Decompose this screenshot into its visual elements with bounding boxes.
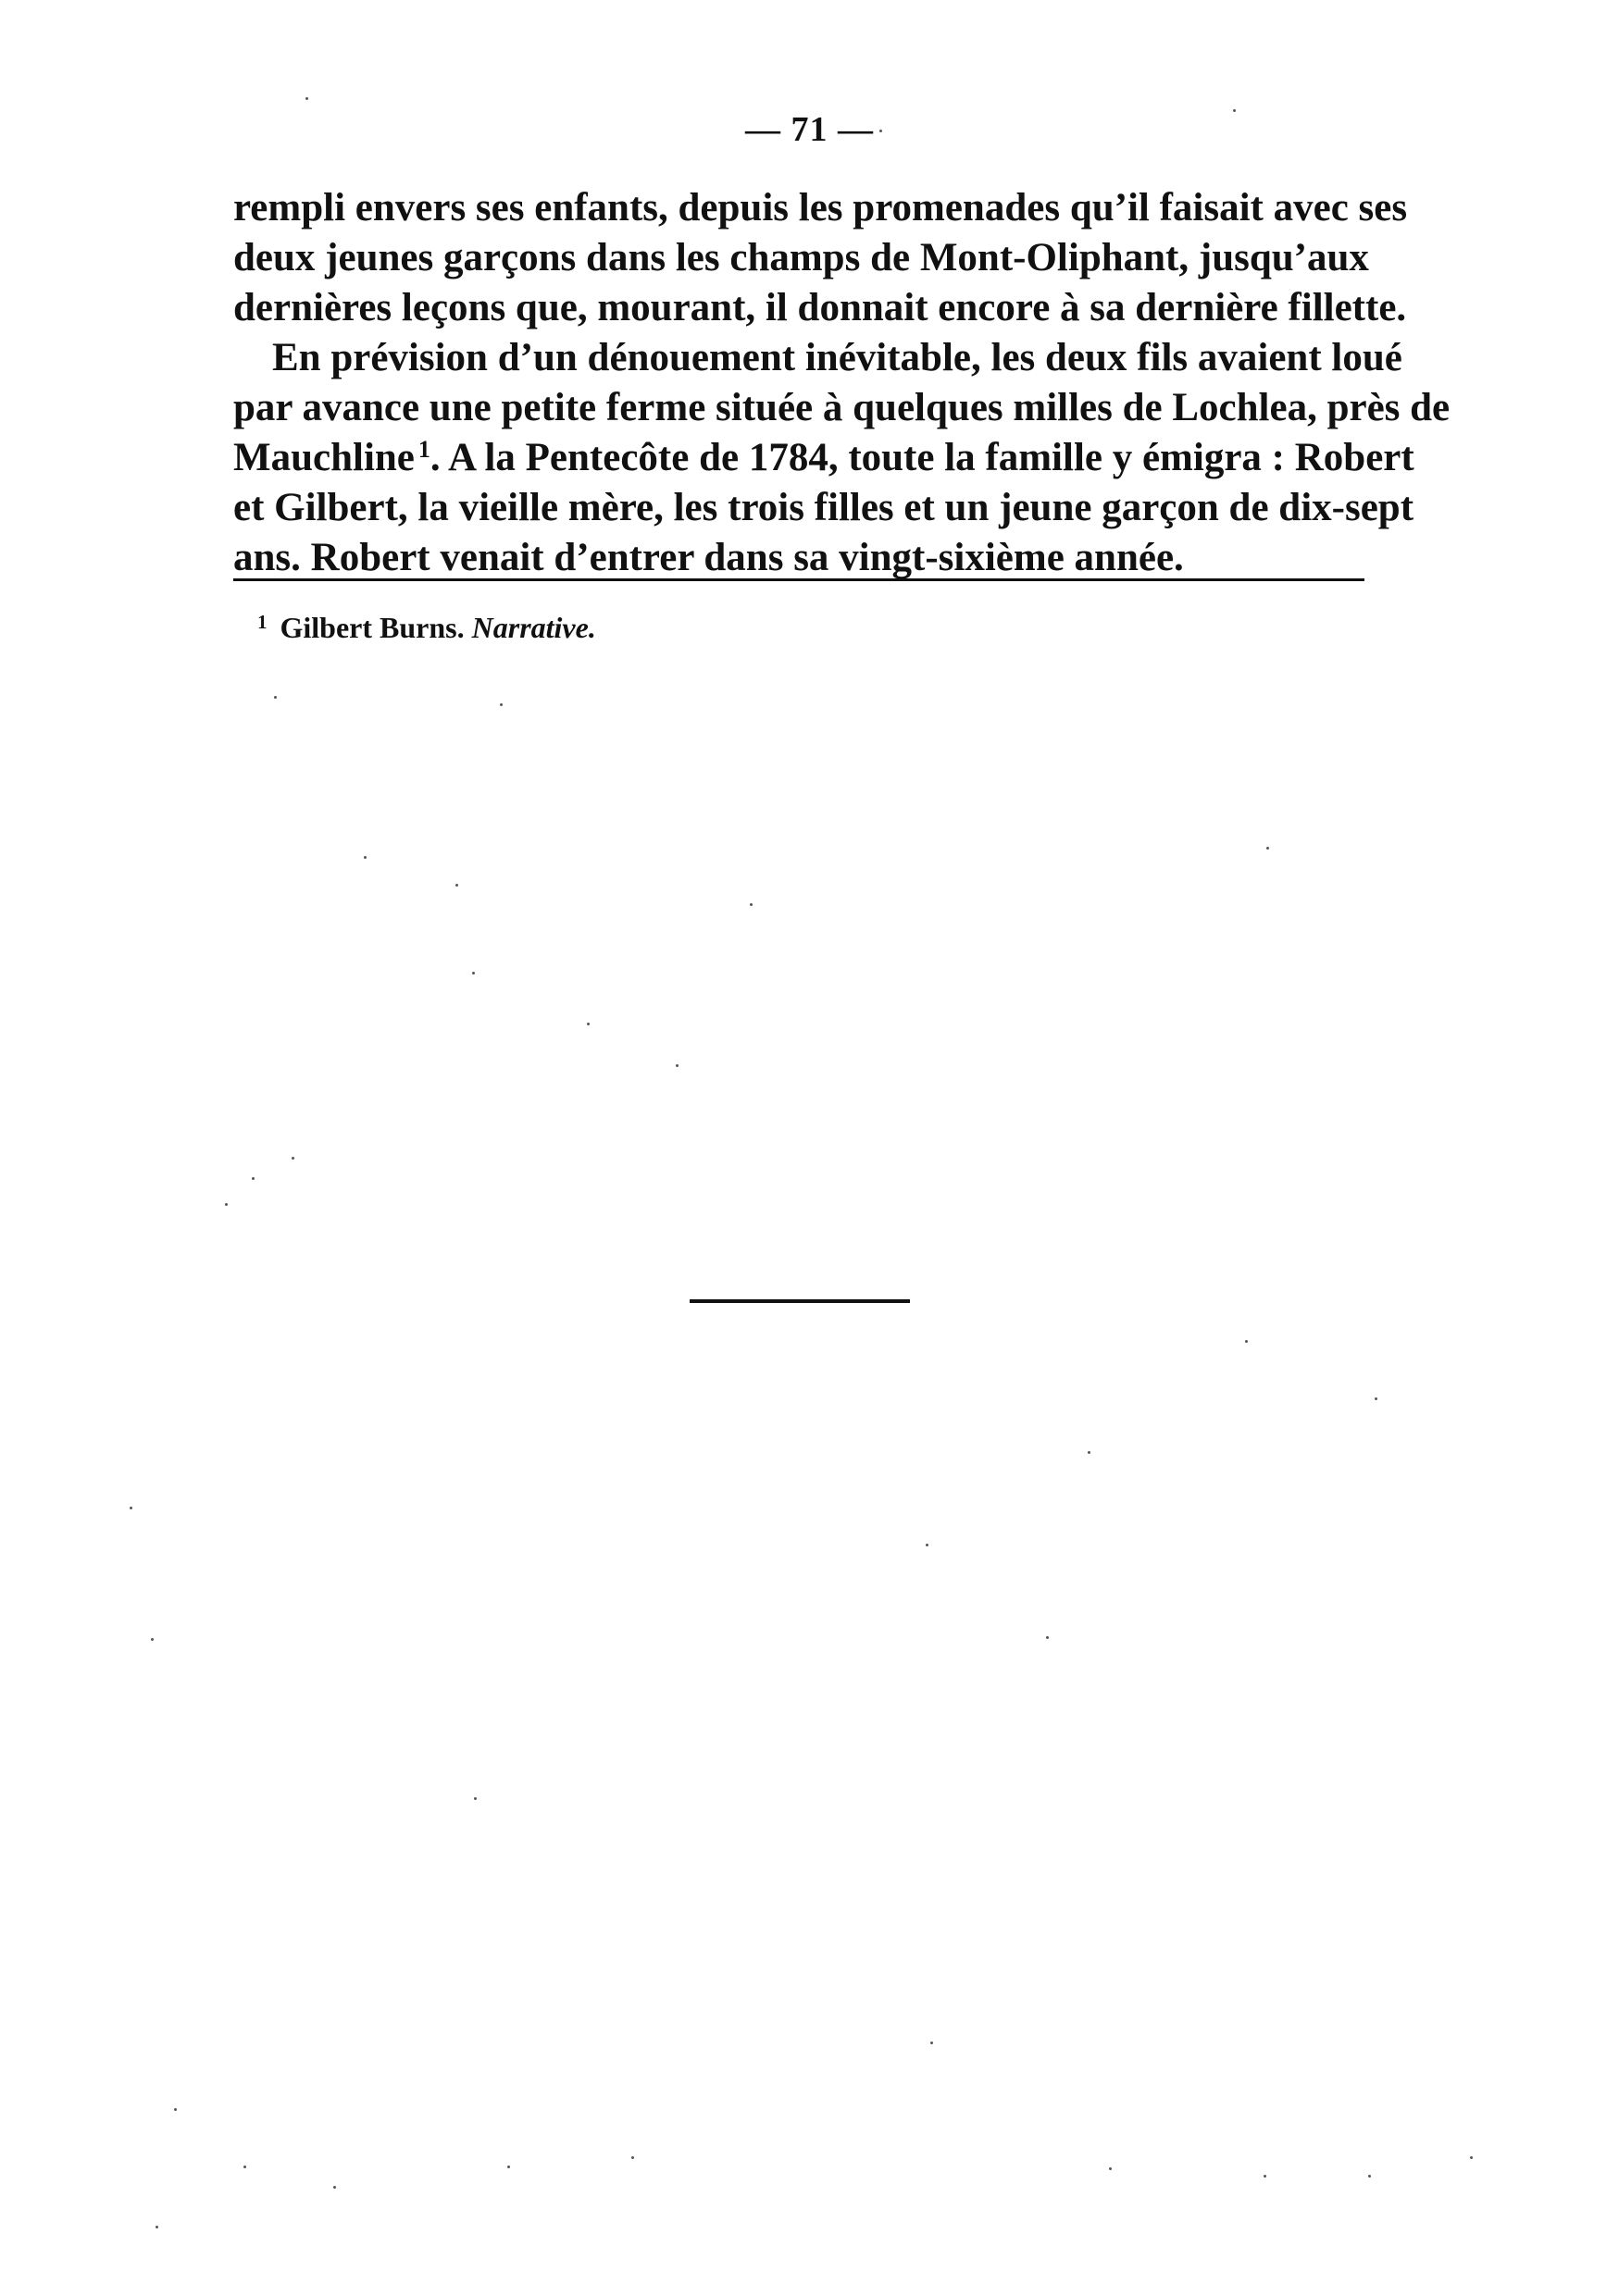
page-number: — 71 — <box>745 110 874 149</box>
paper-speck <box>274 696 277 699</box>
chapter-end-rule <box>690 1299 910 1303</box>
text-line: rempli envers ses enfants, depuis les promenades qu’il faisait avec ses <box>233 186 1408 230</box>
paper-speck <box>474 1797 477 1800</box>
paper-speck <box>333 2186 336 2189</box>
paper-speck <box>130 1507 132 1509</box>
text-line-with-footnote-ref <box>233 433 1414 483</box>
paper-speck <box>1245 1340 1248 1343</box>
paper-speck <box>1088 1451 1090 1454</box>
paragraph-end-line: ans. Robert venait d’entrer dans sa vingt-sixième année. <box>233 536 1184 579</box>
text-line: dernières leçons que, mourant, il donnait encore à sa dernière fillette. <box>233 286 1407 329</box>
paper-speck <box>500 703 503 706</box>
text-line: et Gilbert, la vieille mère, les trois filles et un jeune garçon de dix-sept <box>233 486 1414 529</box>
footnote-author: Gilbert Burns. <box>280 611 465 644</box>
paper-speck <box>364 856 367 859</box>
paper-speck <box>225 1203 228 1206</box>
paper-speck <box>1368 2175 1371 2178</box>
footnote <box>257 602 596 648</box>
paragraph-start-line: En prévision d’un dénouement inévitable, les deux fils avaient loué <box>272 336 1402 379</box>
paper-speck <box>305 97 308 100</box>
footnote-marker: 1 <box>257 611 268 633</box>
paper-speck <box>1046 1636 1049 1639</box>
paper-speck <box>174 2108 177 2111</box>
footnote-title: Narrative. <box>471 611 596 644</box>
paper-speck <box>243 2166 246 2168</box>
paper-speck <box>1470 2156 1473 2159</box>
text-segment: Mauchline <box>233 436 415 479</box>
text-line: deux jeunes garçons dans les champs de Mont-Oliphant, jusqu’aux <box>233 236 1369 279</box>
paper-speck <box>1109 2167 1112 2170</box>
footnote-reference: 1 <box>417 436 430 463</box>
body-text <box>233 183 1451 583</box>
paper-speck <box>455 884 458 887</box>
paper-speck <box>156 2226 158 2228</box>
paper-speck <box>1264 2175 1266 2178</box>
paper-speck <box>631 2156 634 2159</box>
paper-speck <box>1233 109 1236 112</box>
paper-speck <box>587 1023 590 1025</box>
paper-speck <box>930 2042 933 2044</box>
paper-speck <box>1266 847 1269 850</box>
paper-speck <box>292 1157 294 1160</box>
paper-speck <box>926 1544 928 1546</box>
paper-speck <box>151 1638 154 1641</box>
paper-speck <box>879 130 882 132</box>
footnote-divider <box>233 578 1364 581</box>
paper-speck <box>472 972 475 974</box>
text-segment: . A la Pentecôte de 1784, toute la famille y émigra : Robert <box>430 436 1414 479</box>
paper-speck <box>507 2166 510 2168</box>
paper-speck <box>750 903 753 906</box>
paper-speck <box>252 1177 255 1180</box>
text-line: par avance une petite ferme située à quelques milles de Lochlea, près de <box>233 386 1451 429</box>
paper-speck <box>1375 1397 1377 1400</box>
paper-speck <box>676 1064 679 1067</box>
